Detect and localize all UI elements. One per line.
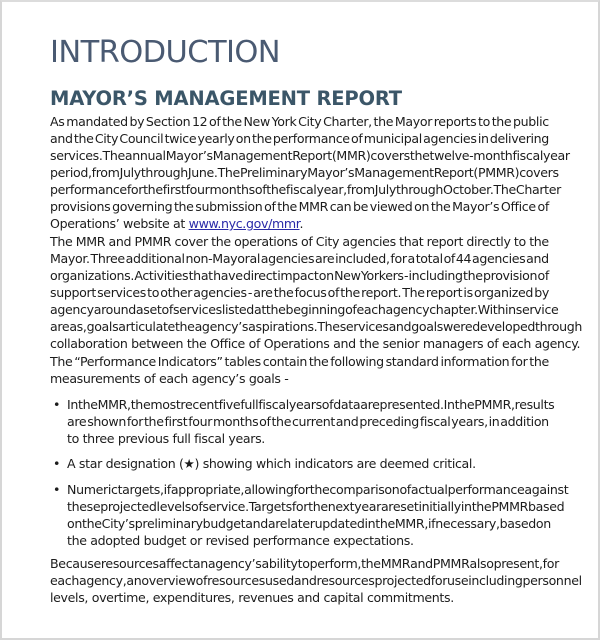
section-heading: MAYOR’S MANAGEMENT REPORT (50, 87, 402, 110)
text-line: Because resources affect an agency’s ability to perform, the MMR and PMMR also present, for (50, 556, 559, 571)
mmr-website-link[interactable]: www.nyc.gov/mmr (188, 216, 300, 231)
text-line-last: measurements of each agency’s goals - (50, 371, 289, 386)
text-line: are shown for the first four months of the current and preceding fiscal years, in addition (67, 414, 549, 429)
bullet-icon: • (53, 456, 61, 471)
text-line: agency around a set of services listed at the beginning of each agency chapter. Within service (50, 302, 559, 317)
text-line: performance for the first four months of the fiscal year, from July through October. The Charter (50, 182, 561, 197)
text-line: these projected levels of service. Targets for the next year are set initially in the PMMR based (67, 499, 565, 514)
bullet-icon: • (53, 482, 61, 497)
text-line: As mandated by Section 12 of the New York City Charter, the Mayor reports to the public (50, 114, 549, 129)
text-line-last: the adopted budget or revised performance expectations. (67, 533, 414, 548)
text-line-last: levels, overtime, expenditures, revenues and capital commitments. (50, 590, 454, 605)
text-line: services. The annual Mayor’s Management Report (MMR) covers the twelve-month fiscal year (50, 148, 570, 163)
text-line: and the City Council twice yearly on the performance of municipal agencies in delivering (50, 131, 549, 146)
text-line: provisions governing the submission of the MMR can be viewed on the Mayor’s Office of (50, 199, 549, 214)
text-line-last: Operations’ website at www.nyc.gov/mmr. (50, 216, 304, 231)
paragraph-charter-mandate (50, 113, 570, 232)
text-line: period, from July through June. The Preliminary Mayor’s Management Report (PMMR) covers (50, 165, 559, 180)
bullet-icon: • (53, 397, 61, 412)
text-line: In the MMR, the most recent five full fiscal years of data are presented. In the PMMR, results (67, 397, 555, 412)
paragraph-resources (50, 555, 582, 606)
page-title: INTRODUCTION (50, 35, 280, 70)
text-line: each agency, an overview of resources used and resources projected for use including personnel (50, 573, 582, 588)
text-line: The “Performance Indicators” tables contain the following standard information for the (50, 354, 549, 369)
text-line: Mayor. Three additional non-Mayoral agencies are included, for a total of 44 agencies and (50, 251, 549, 266)
text-line: areas, goals articulate the agency’s aspirations. The services and goals were developed through (50, 319, 583, 334)
text-line-last: to three previous full fiscal years. (67, 431, 265, 446)
text-line: Numeric targets, if appropriate, allowing for the comparison of actual performance against (67, 482, 569, 497)
paragraph-agencies-coverage (50, 233, 583, 352)
text-line: support services to other agencies - are the focus of the report. The report is organized by (50, 285, 549, 300)
text-line: The MMR and PMMR cover the operations of City agencies that report directly to the (50, 234, 549, 249)
text-line: organizations. Activities that have direct impact on New Yorkers - including the provision of (50, 268, 549, 283)
text-line: on the City’s preliminary budget and are later updated in the MMR, if necessary, based on (67, 516, 551, 531)
paragraph-performance-indicators (50, 353, 549, 387)
text-line-last: collaboration between the Office of Operations and the senior managers of each agency. (50, 336, 581, 351)
text-line-last: A star designation (★) showing which indicators are deemed critical. (67, 456, 476, 471)
